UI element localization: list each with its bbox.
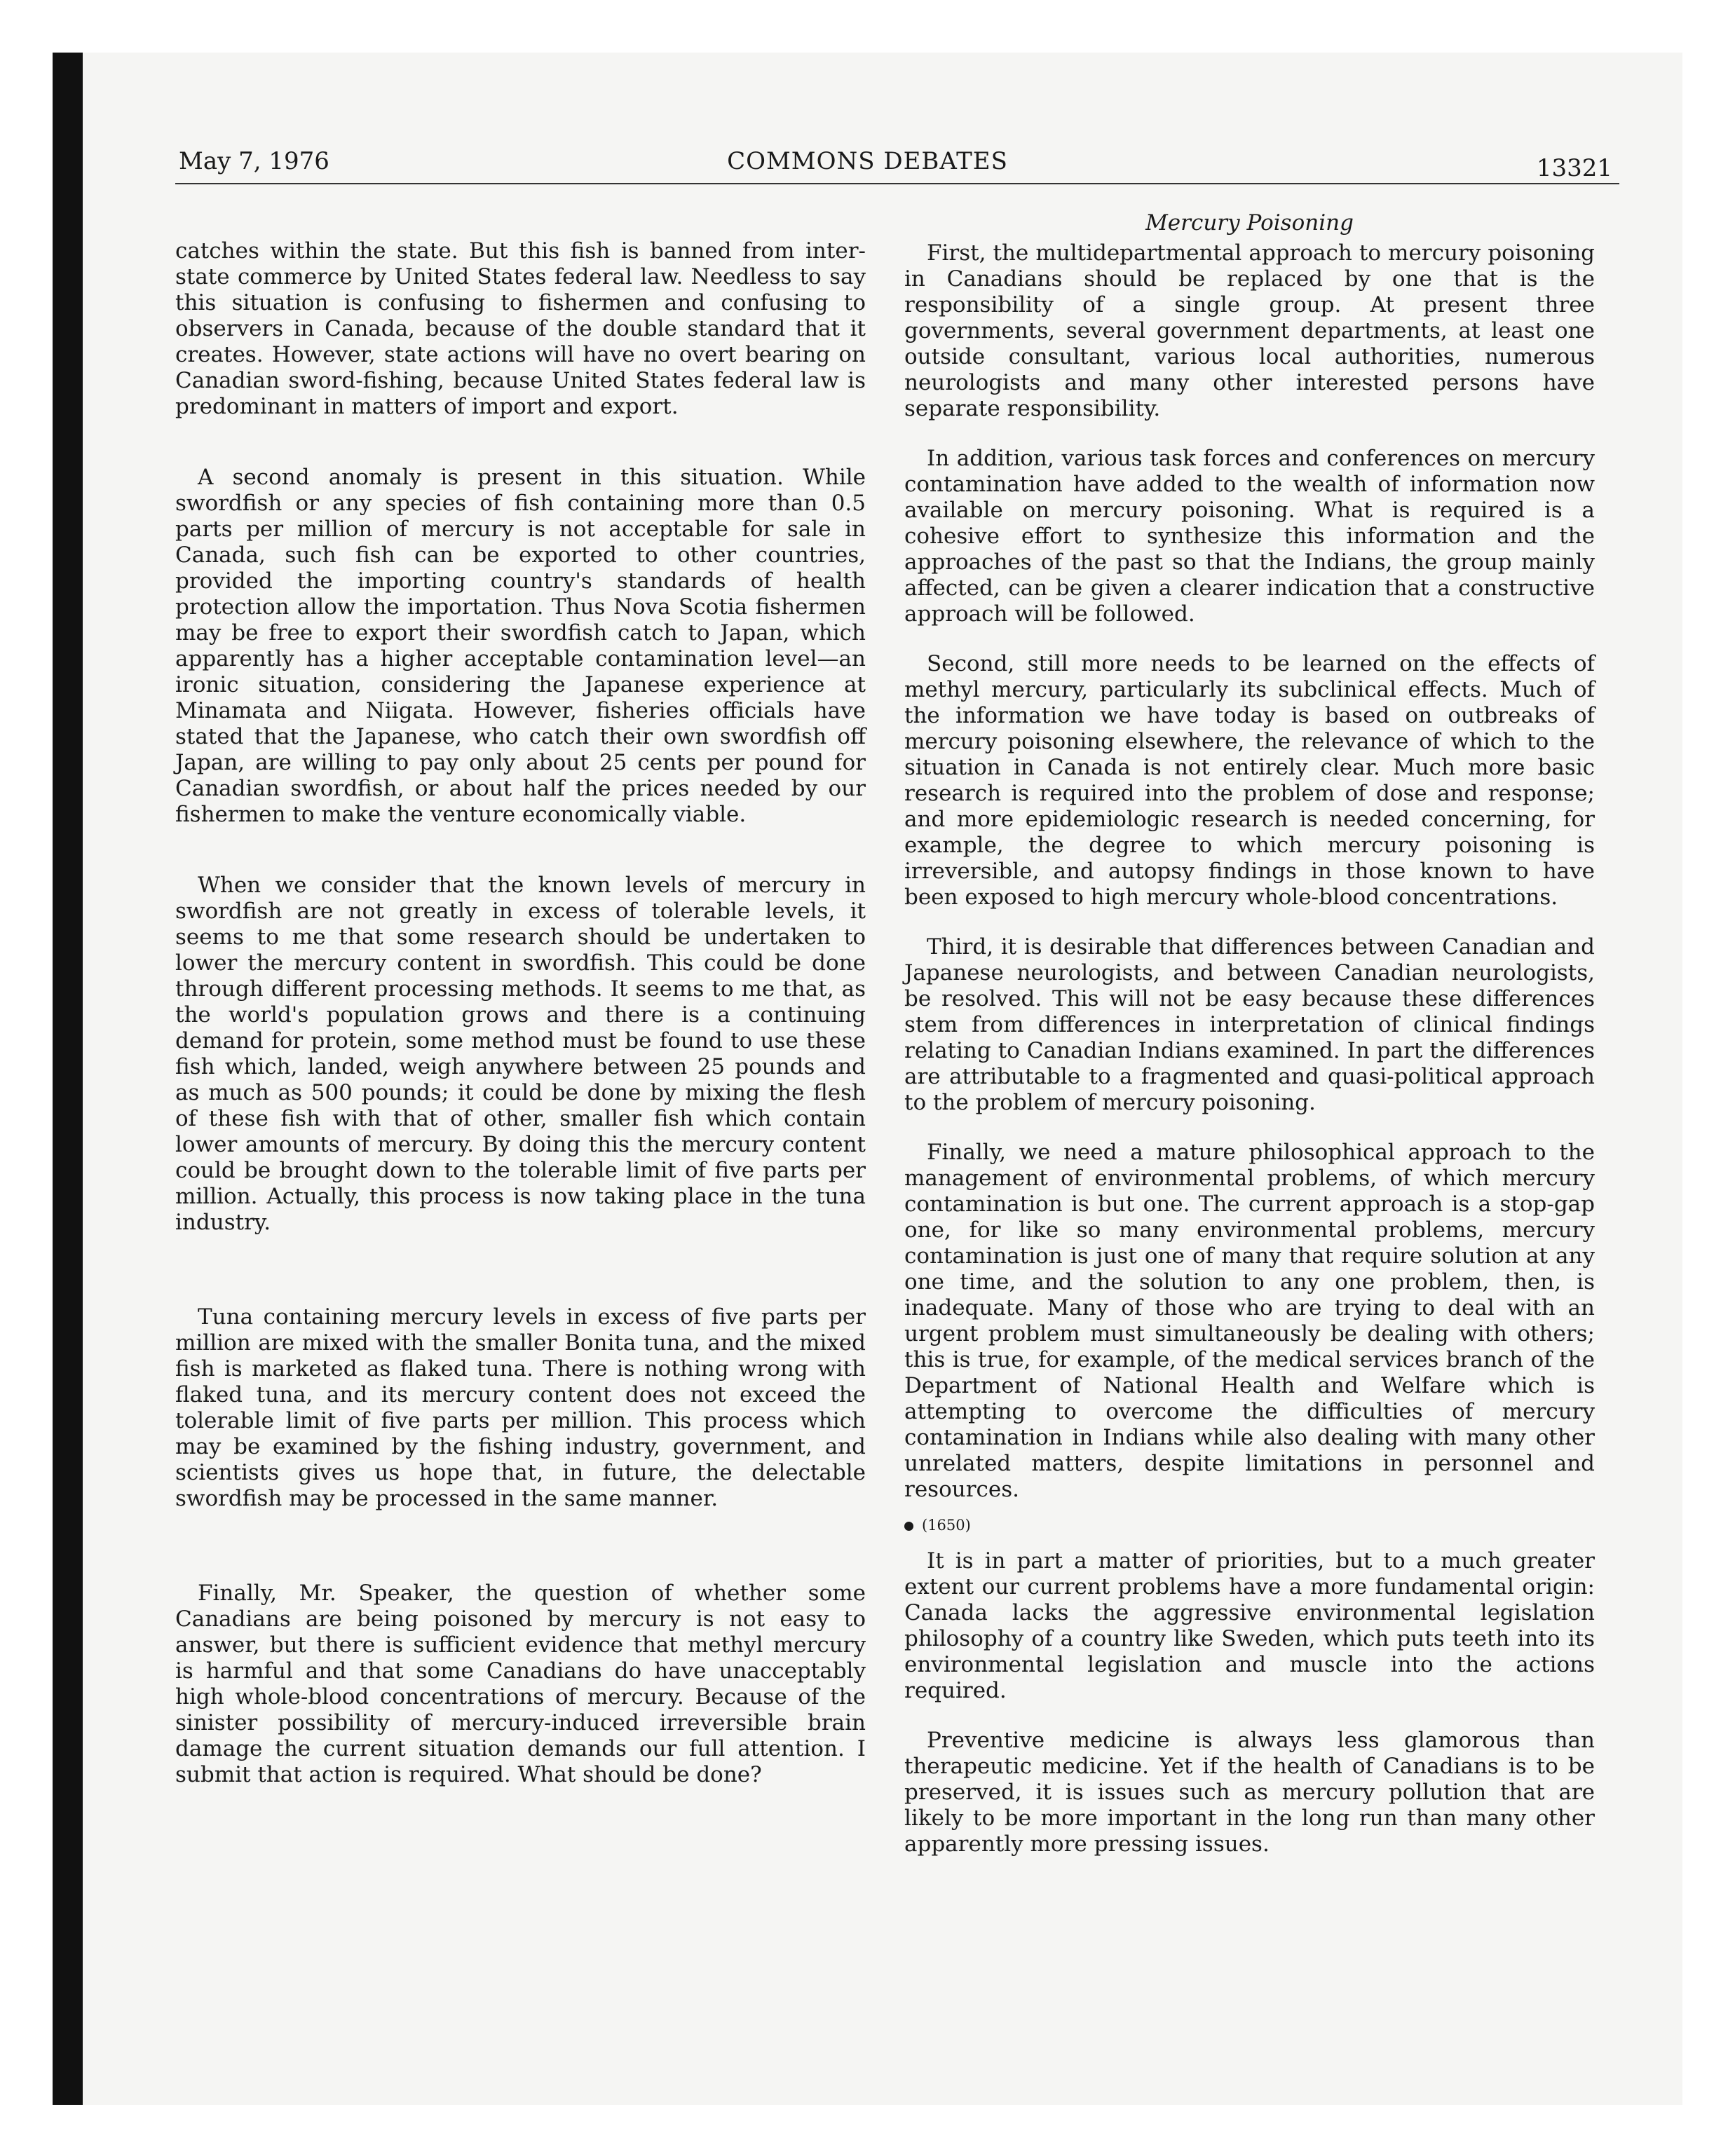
paragraph: When we consider that the known levels of mercury in swordfish are not greatly in excess of tolerable levels, it seems to me that some research should be undertaken to lower the mercury content in swordfish. This could be done through different processing methods. It seems to me that, as the world's population grows and there is a continuing demand for protein, some method must be found to use these fish which, landed, weigh anywhere between 25 pounds and as much as 500 pounds; it could be done by mixing the flesh of these fish with that of other, smaller fish which contain lower amounts of mercury. By doing this the mercury content could be brought down to the tolerable limit of five parts per million. Actually, this process is now taking place in the tuna industry.: [175, 873, 866, 1235]
time-marker-text: (1650): [922, 1517, 971, 1534]
bullet-icon: [904, 1522, 913, 1531]
time-marker: [904, 1513, 1595, 1538]
paragraph: Preventive medicine is always less glamorous than therapeutic medicine. Yet if the health of Canadians is to be preserved, it is issues such as mercury pollution that are likely to be more important in the long run than many other apparently more pressing issues.: [904, 1728, 1595, 1857]
section-heading: Mercury Poisoning: [1145, 210, 1354, 236]
paragraph: Finally, Mr. Speaker, the question of whether some Canadians are being poisoned by mercury is not easy to answer, but there is sufficient evidence that methyl mercury is harmful and that some Canadians do have unacceptably high whole-blood concentrations of mercury. Because of the sinister possibility of mercury-induced irreversible brain damage the current situation demands our full attention. I submit that action is required. What should be done?: [175, 1581, 866, 1787]
scan-edge-bar: [53, 53, 83, 2105]
paragraph: Tuna containing mercury levels in excess of five parts per million are mixed with the smaller Bonita tuna, and the mixed fish is marketed as flaked tuna. There is nothing wrong with flaked tuna, and its mercury content does not exceed the tolerable limit of five parts per million. This process which may be examined by the fishing industry, government, and scientists gives us hope that, in future, the delectable swordfish may be processed in the same manner.: [175, 1304, 866, 1511]
paragraph: A second anomaly is present in this situation. While swordfish or any species of fish containing more than 0.5 parts per million of mercury is not acceptable for sale in Canada, such fish can be exported to other countries, provided the importing country's standards of health protection allow the importation. Thus Nova Scotia fishermen may be free to export their swordfish catch to Japan, which apparently has a higher acceptable contamination level—an ironic situation, considering the Japanese experience at Minamata and Niigata. However, fisheries officials have stated that the Japanese, who catch their own swordfish off Japan, are willing to pay only about 25 cents per pound for Canadian swordfish, or about half the prices needed by our fishermen to make the venture economically viable.: [175, 465, 866, 827]
header-page-number: 13321: [1536, 154, 1612, 182]
paragraph: In addition, various task forces and conferences on mercury contamination have added to the wealth of information now available on mercury poisoning. What is required is a cohesive effort to synthesize this information and the approaches of the past so that the Indians, the group mainly affected, can be given a clearer indication that a constructive approach will be followed.: [904, 446, 1595, 627]
scanned-page: [53, 53, 1682, 2105]
header-title: COMMONS DEBATES: [727, 147, 1008, 175]
header-rule: [175, 183, 1619, 184]
right-column: [904, 210, 1595, 1857]
paragraph: Finally, we need a mature philosophical approach to the management of environmental problems, of which mercury contamination is but one. The current approach is a stop-gap one, for like so many environmental problems, mercury contamination is just one of many that require solution at any one time, and the solution to any one problem, then, is inadequate. Many of those who are trying to deal with an urgent problem must simultaneously be dealing with others; this is true, for example, of the medical services branch of the Department of National Health and Welfare which is attempting to overcome the difficulties of mercury contamination in Indians while also dealing with many other unrelated matters, despite limitations in personnel and resources.: [904, 1140, 1595, 1502]
paragraph: It is in part a matter of priorities, but to a much greater extent our current problems have a more fundamental origin: Canada lacks the aggressive environmental legislation philosophy of a country like Sweden, which puts teeth into its environmental legislation and muscle into the actions required.: [904, 1548, 1595, 1703]
paragraph: First, the multidepartmental approach to mercury poisoning in Canadians should be replaced by one that is the responsibility of a single group. At present three governments, several government departments, at least one outside consultant, various local authorities, numerous neurologists and many other interested persons have separate responsibility.: [904, 240, 1595, 421]
left-column: [175, 238, 866, 1788]
paragraph: Third, it is desirable that differences between Canadian and Japanese neurologists, and between Canadian neurologists, be resolved. This will not be easy because these differences stem from differences in interpretation of clinical findings relating to Canadian Indians examined. In part the differences are attributable to a fragmented and quasi-political approach to the problem of mercury poisoning.: [904, 934, 1595, 1115]
paragraph: catches within the state. But this fish is banned from inter-state commerce by United States federal law. Needless to say this situation is confusing to fishermen and confusing to observers in Canada, because of the double standard that it creates. However, state actions will have no overt bearing on Canadian sword-fishing, because United States federal law is predominant in matters of import and export.: [175, 238, 866, 419]
paragraph: Second, still more needs to be learned on the effects of methyl mercury, particularly its subclinical effects. Much of the information we have today is based on outbreaks of mercury poisoning elsewhere, the relevance of which to the situation in Canada is not entirely clear. Much more basic research is required into the problem of dose and response; and more epidemiologic research is needed concerning, for example, the degree to which mercury poisoning is irreversible, and autopsy findings in those known to have been exposed to high mercury whole-blood concentrations.: [904, 651, 1595, 910]
header-date: May 7, 1976: [179, 147, 329, 175]
